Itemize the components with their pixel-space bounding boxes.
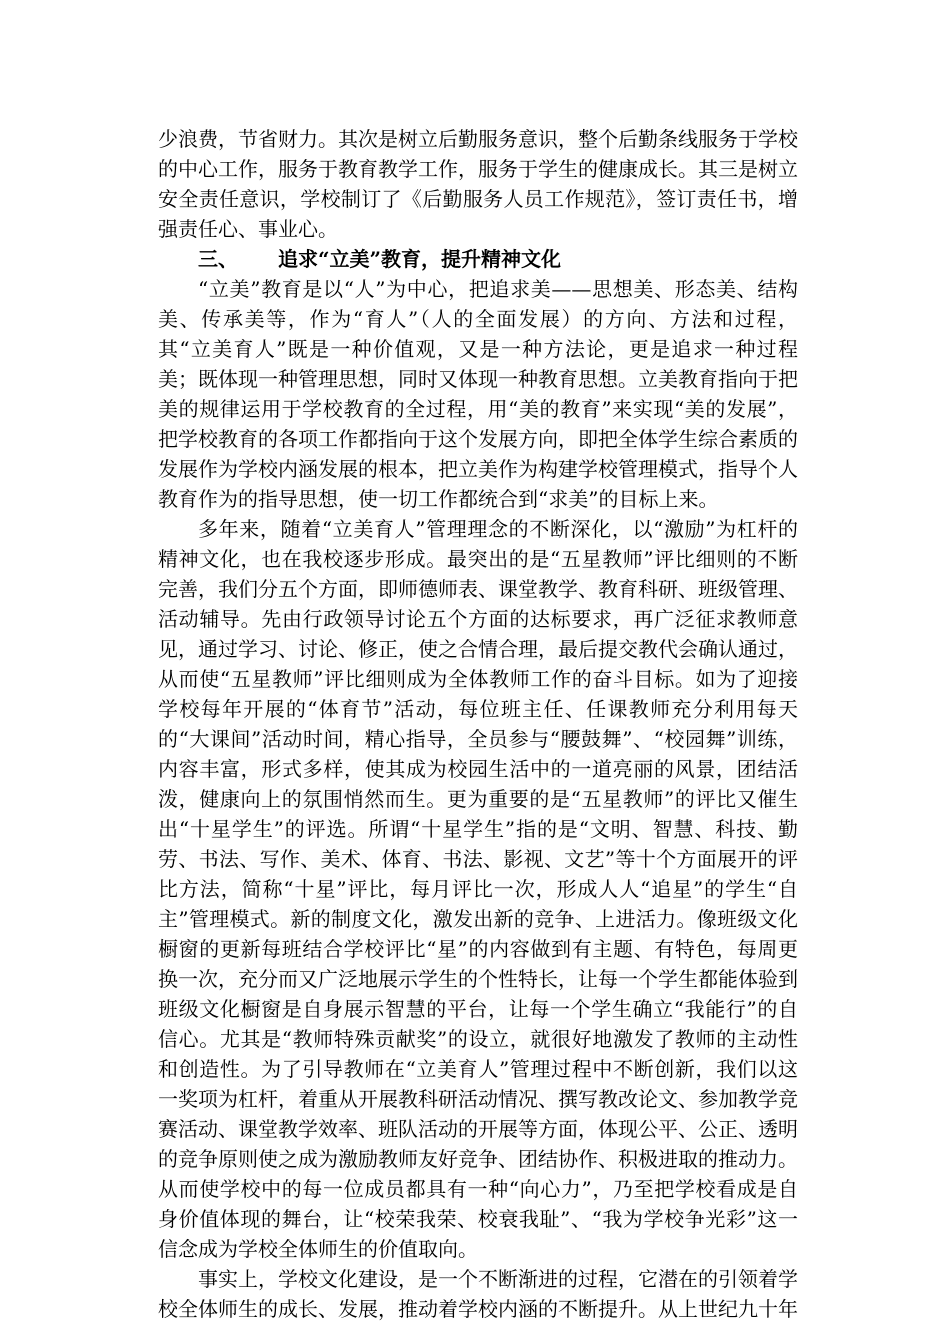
paragraph-continued: 少浪费，节省财力。其次是树立后勤服务意识，整个后勤条线服务于学校的中心工作，服务于教育教学工作，服务于学生的健康成长。其三是树立安全责任意识，学校制订了《后勤服务人员工作规范》，签订责任书，增强责任心、事业心。: [158, 127, 798, 241]
document-page: [158, 124, 798, 1324]
section-heading: [158, 244, 798, 274]
paragraph-spirit-culture: 多年来，随着“立美育人”管理理念的不断深化，以“激励”为杠杆的精神文化，也在我校逐步形成。最突出的是“五星教师”评比细则的不断完善，我们分五个方面，即师德师表、课堂教学、教育科研、班级管理、活动辅导。先由行政领导讨论五个方面的达标要求，再广泛征求教师意见，通过学习、讨论、修正，使之合情合理，最后提交教代会确认通过，从而使“五星教师”评比细则成为全体教师工作的奋斗目标。如为了迎接学校每年开展的“体育节”活动，每位班主任、任课教师充分利用每天的“大课间”活动时间，精心指导，全员参与“腰鼓舞”、“校园舞”训练，内容丰富，形式多样，使其成为校园生活中的一道亮丽的风景，团结活泼，健康向上的氛围悄然而生。更为重要的是“五星教师”的评比又催生出“十星学生”的评选。所谓“十星学生”指的是“文明、智慧、科技、勤劳、书法、写作、美术、体育、书法、影视、文艺”等十个方面展开的评比方法，简称“十星”评比，每月评比一次，形成人人“追星”的学生“自主”管理模式。新的制度文化，激发出新的竞争、上进活力。像班级文化橱窗的更新每班结合学校评比“星”的内容做到有主题、有特色，每周更换一次，充分而又广泛地展示学生的个性特长，让每一个学生都能体验到班级文化橱窗是自身展示智慧的平台，让每一个学生确立“我能行”的自信心。尤其是“教师特殊贡献奖”的设立，就很好地激发了教师的主动性和创造性。为了引导教师在“立美育人”管理过程中不断创新，我们以这一奖项为杠杆，着重从开展教科研活动情况、撰写教改论文、参加教学竞赛活动、课堂教学效率、班队活动的开展等方面，体现公平、公正、透明的竞争原则使之成为激励教师友好竞争、团结协作、积极进取的推动力。从而使学校中的每一位成员都具有一种“向心力”，乃至把学校看成是自身价值体现的舞台，让“校荣我荣、校衰我耻”、“我为学校争光彩”这一信念成为学校全体师生的价值取向。: [158, 517, 798, 1261]
paragraph-liMei-education: “立美”教育是以“人”为中心，把追求美——思想美、形态美、结构美、传承美等，作为“育人”（人的全面发展）的方向、方法和过程，其“立美育人”既是一种价值观，又是一种方法论，更是追求一种过程美；既体现一种管理思想，同时又体现一种教育思想。立美教育指向于把美的规律运用于学校教育的全过程，用“美的教育”来实现“美的发展”，把学校教育的各项工作都指向于这个发展方向，即把全体学生综合素质的发展作为学校内涵发展的根本，把立美作为构建学校管理模式，指导个人教育作为的指导思想，使一切工作都统合到“求美”的目标上来。: [158, 277, 798, 511]
paragraph-culture-building: 事实上，学校文化建设，是一个不断渐进的过程，它潜在的引领着学校全体师生的成长、发展，推动着学校内涵的不断提升。从上世纪九十年: [158, 1267, 798, 1321]
section-title: 追求“立美”教育，提升精神文化: [278, 247, 562, 271]
section-number: 三、: [198, 247, 238, 271]
